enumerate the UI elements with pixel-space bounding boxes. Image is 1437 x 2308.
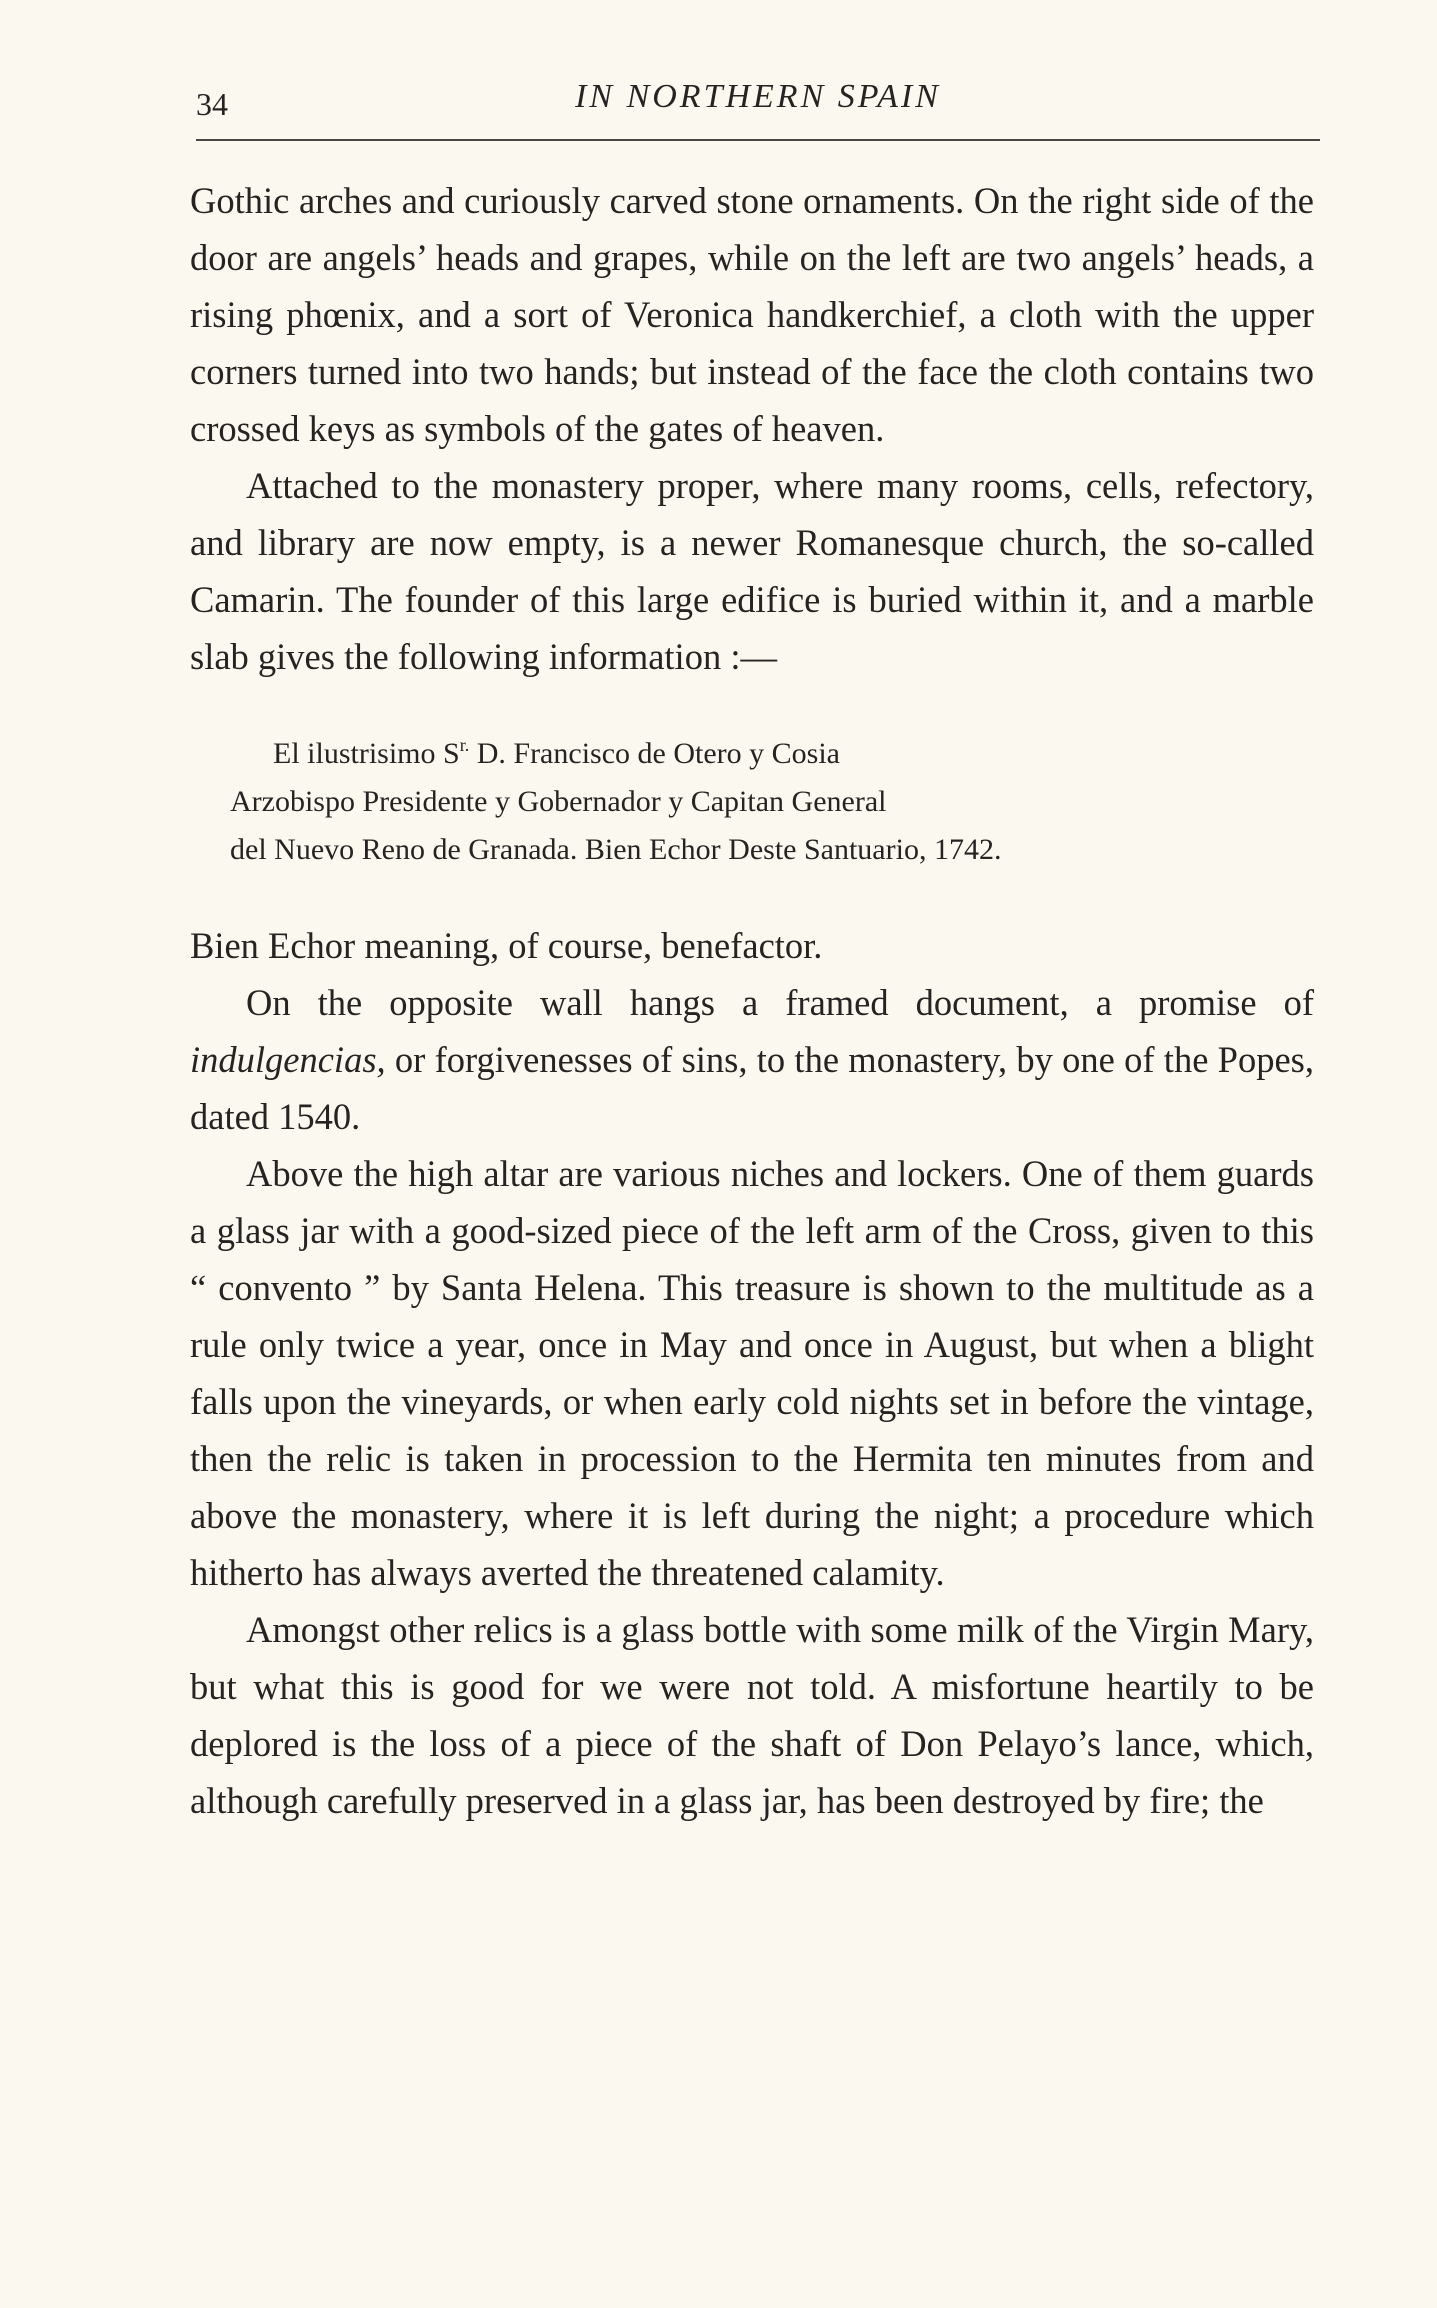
inscription-line-3: del Nuevo Reno de Granada. Bien Echor Deste Santuario, 1742. — [230, 833, 1002, 866]
paragraph-relic: Above the high altar are various niches and lockers. One of them guards a glass jar with a good-sized piece of the left arm of the Cross, given to this “ convento ” by Santa Helena. This treasure is shown to the multitude as a rule only twice a year, once in May and once in August, but when a blight falls upon the vineyards, or when early cold nights set in before the vintage, then the relic is taken in procession to the Hermita ten minutes from and above the monastery, where it is left during the night; a procedure which hitherto has always averted the threatened calamity. — [190, 1153, 1314, 1593]
running-title: IN NORTHERN SPAIN — [575, 78, 941, 115]
marble-slab-inscription — [190, 730, 1314, 874]
indulgences-text-start: On the opposite wall hangs a framed document, a promise of — [246, 982, 1314, 1023]
body-text — [190, 172, 1314, 1829]
inscription-line-2: Arzobispo Presidente y Gobernador y Capitan General — [230, 785, 887, 818]
indulgencias-italic: indulgencias, — [190, 1039, 386, 1080]
indulgences-text-end: or forgivenesses of sins, to the monastery, by one of the Popes, dated 1540. — [190, 1039, 1314, 1137]
inscription-superscript: r. — [459, 735, 470, 755]
page-header — [196, 68, 1320, 128]
header-rule — [196, 139, 1320, 141]
paragraph-benefactor: Bien Echor meaning, of course, benefactor. — [190, 925, 823, 966]
page-number: 34 — [196, 86, 228, 122]
paragraph-milk: Amongst other relics is a glass bottle with some milk of the Virgin Mary, but what this is good for we were not told. A misfortune heartily to be deplored is the loss of a piece of the shaft of Don Pelayo’s lance, which, although carefully preserved in a glass jar, has been destroyed by fire; the — [190, 1609, 1314, 1821]
paragraph-indulgences — [190, 974, 1314, 1145]
paragraph-monastery: Attached to the monastery proper, where many rooms, cells, refectory, and library are now empty, is a newer Romanesque church, the so-called Camarin. The founder of this large edifice is buried within it, and a marble slab gives the following information :— — [190, 465, 1314, 677]
paragraph-gothic-arches: Gothic arches and curiously carved stone ornaments. On the right side of the door are angels’ heads and grapes, while on the left are two angels’ heads, a rising phœnix, and a sort of Veronica handkerchief, a cloth with the upper corners turned into two hands; but instead of the face the cloth contains two crossed keys as symbols of the gates of heaven. — [190, 180, 1314, 449]
inscription-line-1 — [190, 730, 1314, 778]
inscription-line-1-start: El ilustrisimo S — [273, 737, 460, 770]
inscription-line-1-end: D. Francisco de Otero y Cosia — [469, 737, 840, 770]
